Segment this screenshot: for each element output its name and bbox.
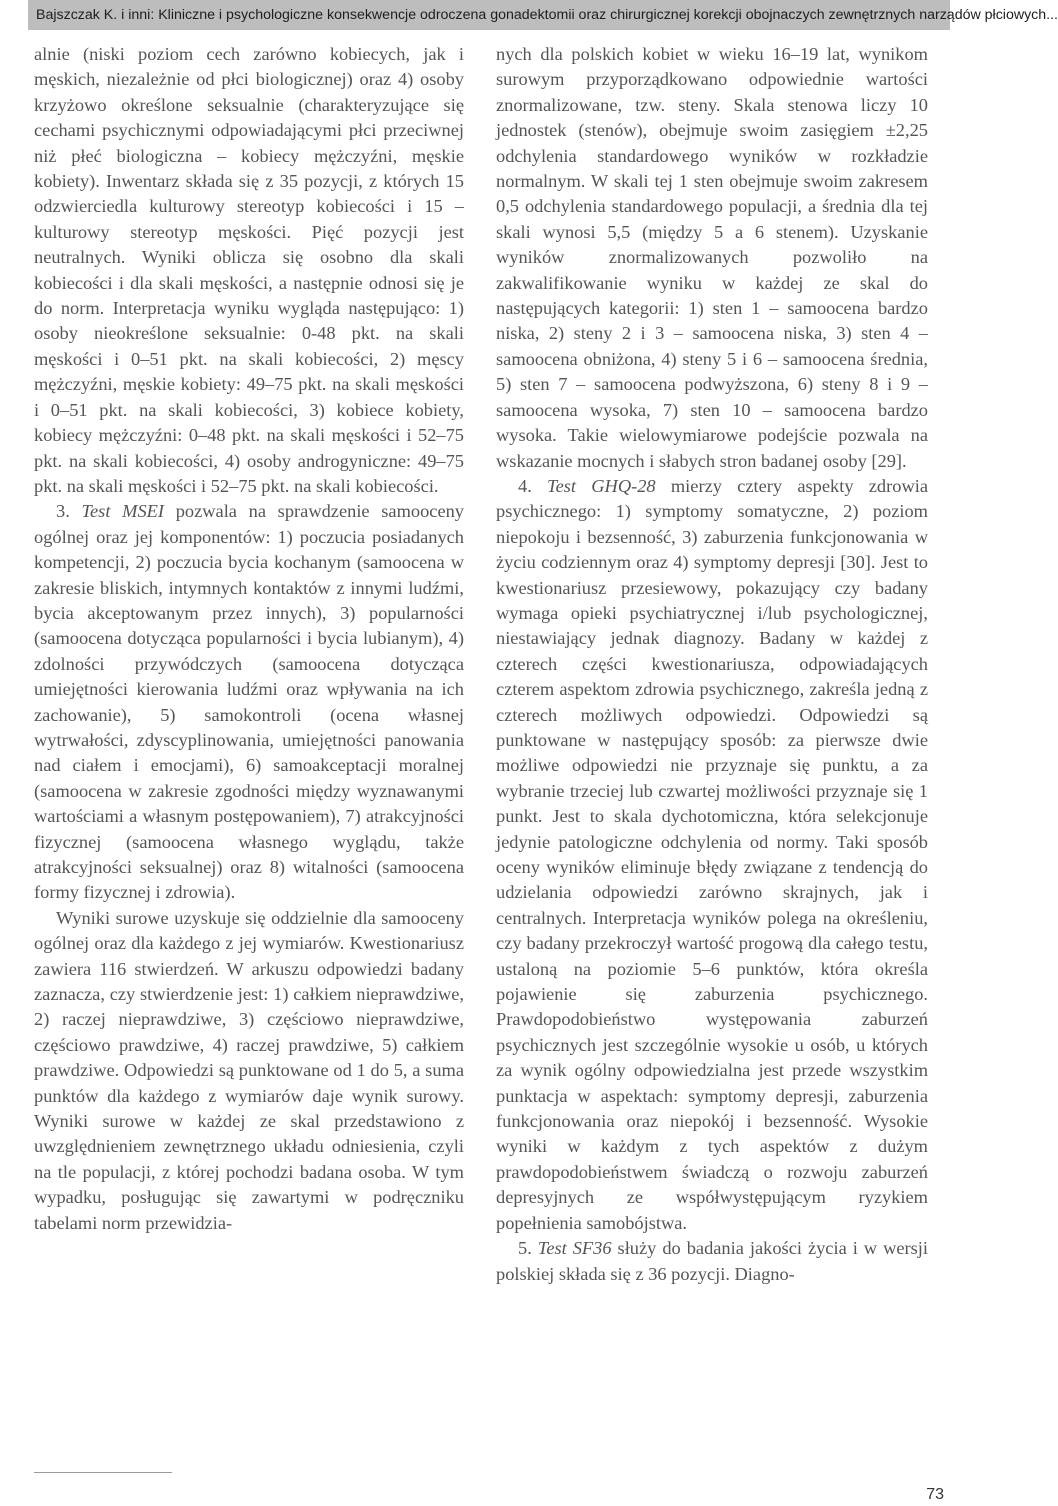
running-header [28,0,1058,30]
paragraph-text: służy do badania jakości życia i w wersji polskiej składa się z 36 pozycji. Diagno- [496,1238,929,1284]
right-paragraph-2 [496,474,928,1236]
paragraph-text: mierzy cztery aspekty zdrowia psychicznego: 1) symptomy somatyczne, 2) poziom niepokoju i bezsenność, 3) zaburzenia funkcjonowania w życiu codziennym oraz 4) symptomy depresji [30]. Jest to kwestionariusz przesiewowy, pokazujący czy badany wymaga opieki psychiatrycznej i/lub psychologicznej, niestawiający jednak diagnozy. Badany w każdej z czterech części kwestionariusza, odpowiadających czterem aspektom zdrowia psychicznego, zakreśla jedną z czterech możliwych odpowiedzi. Odpowiedzi są punktowane w następujący sposób: za pierwsze dwie możliwe odpowiedzi nie przyznaje się punktu, a za wybranie trzeciej lub czwartej możliwości przyznaje się 1 punkt. Jest to skala dychotomiczna, która selekcjonuje jedynie patologiczne odchylenia od normy. Taki sposób oceny wyników eliminuje błędy związane z tendencją do udzielania odpowiedzi zarówno skrajnych, jak i centralnych. Interpretacja wyników polega na określeniu, czy badany przekroczył wartość progową dla całego testu, ustaloną na poziomie 5–6 punktów, która określa pojawienie się zaburzenia psychicznego. Prawdopodobieństwo występowania zaburzeń psychicznych jest szczególnie wysokie u osób, u których za wynik ogólny odpowiedzialna jest przede wszystkim punktacja w aspektach: symptomy depresji, zaburzenia funkcjonowania oraz niepokój i bezsenność. Wysokie wyniki w każdym z tych aspektów z dużym prawdopodobieństwem świadczą o rozwoju zaburzeń depresyjnych ze współwystępującym ryzykiem popełnienia samobójstwa. [496,475,928,1233]
item-number: 5. [518,1238,538,1259]
test-name-ghq28: Test GHQ-28 [547,475,656,496]
running-title: Bajszczak K. i inni: Kliniczne i psychologiczne konsekwencje odroczena gonadektomii oraz chirurgicznej korekcji obojnaczych zewnętrznych narządów płciowych... [36,7,1058,23]
right-paragraph-1: nych dla polskich kobiet w wieku 16–19 lat, wynikom surowym przyporządkowano odpowiednie wartości znormalizowane, tzw. steny. Skala stenowa liczy 10 jednostek (stenów), obejmuje swoim zasięgiem ±2,25 odchylenia standardowego wyników w rozkładzie normalnym. W skali tej 1 sten obejmuje swoim zakresem 0,5 odchylenia standardowego populacji, a średnia dla tej skali wynosi 5,5 (między 5 a 6 stenem). Uzyskanie wyników znormalizowanych pozwoliło na zakwalifikowanie wyniku w każdej ze skal do następujących kategorii: 1) sten 1 – samoocena bardzo niska, 2) steny 2 i 3 – samoocena niska, 3) sten 4 – samoocena obniżona, 4) steny 5 i 6 – samoocena średnia, 5) sten 7 – samoocena podwyższona, 6) steny 8 i 9 – samoocena wysoka, 7) sten 10 – samoocena bardzo wysoka. Takie wielowymiarowe podejście pozwala na wskazanie mocnych i słabych stron badanej osoby [29]. [496,44,928,471]
test-name-sf36: Test SF36 [537,1238,612,1259]
right-paragraph-3 [496,1236,928,1287]
left-paragraph-3: Wyniki surowe uzyskuje się oddzielnie dla samooceny ogólnej oraz dla każdego z jej wymiarów. Kwestionariusz zawiera 116 stwierdzeń. W arkuszu odpowiedzi badany zaznacza, czy stwierdzenie jest: 1) całkiem nieprawdziwe, 2) raczej nieprawdziwe, 3) częściowo nieprawdziwe, częściowo prawdziwe, 4) raczej prawdziwe, 5) całkiem prawdziwe. Odpowiedzi są punktowane od 1 do 5, a suma punktów dla każdego z wymiarów daje wynik surowy. Wyniki surowe w każdej ze skal przedstawiono z uwzględnieniem zewnętrznego układu odniesienia, czyli na tle populacji, z której pochodzi badana osoba. W tym wypadku, posługując się zawartymi w podręczniku tabelami norm przewidzia- [34,907,464,1233]
left-paragraph-1: alnie (niski poziom cech zarówno kobiecych, jak i męskich, niezależnie od płci biologicznej) oraz 4) osoby krzyżowo określone seksualnie (charakteryzujące się cechami psychicznymi odpowiadającymi płci przeciwnej niż płeć biologiczna – kobiecy mężczyźni, męskie kobiety). Inwentarz składa się z 35 pozycji, z których 15 odzwierciedla kulturowy stereotyp kobiecości i 15 – kulturowy stereotyp męskości. Pięć pozycji jest neutralnych. Wyniki oblicza się osobno dla skali kobiecości i dla skali męskości, a następnie odnosi się je do norm. Interpretacja wyniku wygląda następująco: 1) osoby nieokreślone seksualnie: 0-48 pkt. na skali męskości i 0–51 pkt. na skali kobiecości, 2) męscy mężczyźni, męskie kobiety: 49–75 pkt. na skali męskości i 0–51 pkt. na skali kobiecości, 3) kobiece kobiety, kobiecy mężczyźni: 0–48 pkt. na skali męskości i 52–75 pkt. na skali kobiecości, 4) osoby androgyniczne: 49–75 pkt. na skali męskości i 52–75 pkt. na skali kobiecości. [34,44,464,496]
item-number: 3. [56,501,82,522]
right-column [496,42,928,1287]
page-number: 73 [926,1486,944,1503]
left-paragraph-2 [34,499,464,906]
paragraph-text: pozwala na sprawdzenie samooceny ogólnej oraz jej komponentów: 1) poczucia posiadanych kompetencji, 2) poczucia bycia kochanym (samoocena w zakresie bliskich, intymnych kontaktów z innymi ludźmi, bycia akceptowanym przez innych), 3) popularności (samoocena dotycząca popularności i bycia lubianym), 4) zdolności przywódczych (samoocena dotycząca umiejętności kierowania ludźmi oraz wpływania na ich zachowanie), 5) samokontroli (ocena własnej wytrwałości, zdyscyplinowania, umiejętności panowania nad ciałem i emocjami), 6) samoakceptacji moralnej (samoocena w zakresie zgodności między wyznawanymi wartościami a własnym postępowaniem), 7) atrakcyjności fizycznej (samoocena własnego wyglądu, także atrakcyjności seksualnej) oraz 8) witalności (samoocena formy fizycznej i zdrowia). [34,501,464,903]
footer-rule [34,1472,172,1473]
left-column [34,42,464,1236]
test-name-msei: Test MSEI [81,501,165,522]
item-number: 4. [518,475,548,496]
